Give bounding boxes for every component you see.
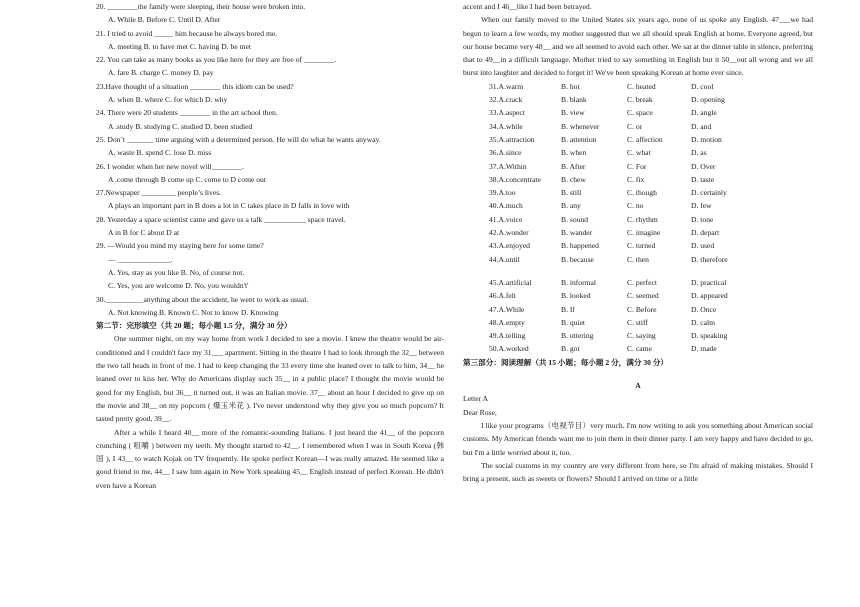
left-column <box>96 0 444 492</box>
option-row <box>463 133 813 146</box>
right-column <box>463 0 813 485</box>
option-cell: D. depart <box>691 228 720 238</box>
question-line: 23.Have thought of a situation ________ this idiom can be used? <box>96 81 294 91</box>
letter-title: Letter A <box>463 394 489 404</box>
option-row <box>463 342 813 355</box>
option-cell: D. certainly <box>691 188 727 198</box>
question-line: A in B for C about D at <box>108 228 180 238</box>
option-cell: B. chew <box>561 174 586 184</box>
option-row <box>463 173 813 186</box>
question-line: A. Not knowing B. Known C. Not to know D. Knowing <box>108 307 279 317</box>
option-cell: C. came <box>627 344 652 354</box>
option-cell: B. because <box>561 254 594 264</box>
question-line: 22. You can take as many books as you like here for they are free of ________. <box>96 55 337 65</box>
option-cell: C. or <box>627 121 643 131</box>
question-line: A. waste B. spend C. lose D. miss <box>108 148 212 158</box>
question-line: — ______________. <box>108 254 173 264</box>
question-line: 25. Don’t _______ time arguing with a determined person. He will do what he wants anyway. <box>96 134 381 144</box>
option-cell: B. sound <box>561 214 589 224</box>
cloze-paragraph-1: One summer night, on my way home from work I decided to see a movie. I knew the theatre would be air-conditioned and I couldn't face my 31___ apartment. Sitting in the theatre I had to look through the 32__ between the two tall heads in front of me. I had to keep changing the 33 every time she leaned over to talk to him, 34__ he leaned over to kiss her. Why do Americans display such 35__ in a public place? I thought the movie would be good for my English, but 36__ it turned out, it was an Italian movie. 37__ about an hour I decided to give up on the movie and 38__ on my popcorn ( 爆玉米花 ). I've never understood why they give you so much popcorn? It tasted pretty good, 39__. <box>96 334 444 424</box>
option-cell: D. practical <box>691 277 727 287</box>
option-cell: B. After <box>561 161 586 171</box>
option-cell: 33.A.aspect <box>489 108 525 118</box>
letter-salutation: Dear Rose, <box>463 407 497 417</box>
question-line: 29. —Would you mind my staying here for some time? <box>96 241 264 251</box>
option-cell: 32.A.crack <box>489 95 523 105</box>
option-cell: B. informal <box>561 277 597 287</box>
option-cell: B. looked <box>561 291 591 301</box>
option-cell: C. For <box>627 161 647 171</box>
option-row <box>463 253 813 266</box>
option-row <box>463 146 813 159</box>
option-cell: D. opening <box>691 95 725 105</box>
cloze-options-45-50 <box>463 276 813 356</box>
option-cell: 43.A.enjoyed <box>489 241 530 251</box>
cloze-paragraph-2: After a while I heard 40__ more of the romantic-sounding Italians. I just heard the 41__ of the popcorn crunching ( 咀嚼 ) between my teeth. My thought started to 42__. I remembered when I was in South Korea (韩国 ), I 43__ to watch Kojak on TV frequently. He spoke perfect Korean—I was really amazed. He seemed like a good friend to me, 44__ I saw him again in New York speaking 45__ English instead of perfect Korean. He didn't even have a Korean <box>96 427 444 490</box>
question-line: A .study B. studying C. studied D. been studied <box>108 121 253 131</box>
option-cell: C. seemed <box>627 291 659 301</box>
option-cell: B. whenever <box>561 121 600 131</box>
option-cell: C. saying <box>627 331 656 341</box>
option-cell: 48.A.empty <box>489 317 525 327</box>
option-cell: 47.A.While <box>489 304 525 314</box>
option-row <box>463 226 813 239</box>
option-cell: B. any <box>561 201 581 211</box>
question-line: 第二节：完形填空（共 20 题；每小题 1.5 分，满分 30 分） <box>96 321 292 331</box>
option-row <box>463 329 813 342</box>
question-line: C. Yes, you are welcome D. No, you wouldn't' <box>108 281 249 291</box>
option-cell: C. what <box>627 148 651 158</box>
question-list <box>96 0 444 332</box>
letter-paragraph-2: The social customs in my country are very different from here, so I'm afraid of making mistakes. Should I bring a present, such as sweets or flowers? Should I arrived on time or a little <box>463 460 813 484</box>
cloze-options-31-44 <box>463 80 813 266</box>
option-cell: D. motion <box>691 134 722 144</box>
option-cell: C. break <box>627 95 653 105</box>
option-cell: 42.A.wonder <box>489 228 529 238</box>
question-line: 28. Yesterday a space scientist came and gave us a talk ___________ space travel. <box>96 214 346 224</box>
option-cell: 44.A.until <box>489 254 520 264</box>
option-cell: C. perfect <box>627 277 657 287</box>
option-cell: C. imagine <box>627 228 661 238</box>
option-cell: D. therefore <box>691 254 728 264</box>
option-cell: 38.A.concentrate <box>489 174 541 184</box>
question-line: 24. There were 20 students ________ in the art school then. <box>96 108 278 118</box>
option-cell: 34.A.while <box>489 121 523 131</box>
option-cell: 50.A.worked <box>489 344 529 354</box>
question-line: 27.Newspaper _________ people’s lives. <box>96 188 222 198</box>
passage-a-heading: A <box>635 381 641 391</box>
option-cell: D. Once <box>691 304 717 314</box>
question-line: A. Yes, stay as you like B. No, of course not. <box>108 267 245 277</box>
option-cell: C. no <box>627 201 644 211</box>
question-line: A. While B. Before C. Until D. After <box>108 15 221 25</box>
question-line: A .come through B come up C. come to D come out <box>108 174 266 184</box>
option-cell: B. uttering <box>561 331 594 341</box>
option-cell: 46.A.felt <box>489 291 516 301</box>
option-cell: D. cool <box>691 81 714 91</box>
option-cell: C. Before <box>627 304 657 314</box>
question-line: A. fare B. charge C. money D. pay <box>108 68 214 78</box>
question-line: 20. ________the family were sleeping, their house were broken into. <box>96 2 306 11</box>
option-row <box>463 93 813 106</box>
option-cell: D. speaking <box>691 331 728 341</box>
option-cell: D. and <box>691 121 712 131</box>
option-cell: 40.A.much <box>489 201 523 211</box>
option-cell: B. blank <box>561 95 587 105</box>
option-cell: B. still <box>561 188 582 198</box>
option-cell: D. taste <box>691 174 715 184</box>
option-row <box>463 303 813 316</box>
option-cell: C. then <box>627 254 649 264</box>
option-cell: 36.A.since <box>489 148 522 158</box>
cloze-continuation: accent and I 46__like I had been betrayed. <box>463 2 592 11</box>
option-row <box>463 316 813 329</box>
option-cell: 49.A.telling <box>489 331 526 341</box>
question-line: 21. I tried to avoid _____ him because he always bored me. <box>96 28 278 38</box>
option-cell: B. when <box>561 148 587 158</box>
option-row <box>463 186 813 199</box>
option-cell: D. as <box>691 148 707 158</box>
question-line: 30.__________anything about the accident, he went to work as usual. <box>96 294 309 304</box>
option-cell: 39.A.too <box>489 188 516 198</box>
option-row <box>463 106 813 119</box>
question-line: A. when B. where C. for which D. why <box>108 95 228 105</box>
option-row <box>463 160 813 173</box>
option-row <box>463 289 813 302</box>
option-cell: 37.A.Within <box>489 161 527 171</box>
option-cell: C. space <box>627 108 653 118</box>
question-line: A. meeting B. to have met C. having D. be met <box>108 41 251 51</box>
option-row <box>463 213 813 226</box>
option-cell: C. though <box>627 188 657 198</box>
option-cell: 31.A.warm <box>489 81 524 91</box>
option-cell: 41.A.voice <box>489 214 523 224</box>
option-cell: B. If <box>561 304 575 314</box>
option-row <box>463 239 813 252</box>
option-cell: B. view <box>561 108 585 118</box>
option-cell: C. stiff <box>627 317 648 327</box>
option-cell: D. appeared <box>691 291 728 301</box>
option-cell: D. tone <box>691 214 714 224</box>
option-row <box>463 199 813 212</box>
option-cell: D. made <box>691 344 717 354</box>
option-cell: 45.A.artificial <box>489 277 532 287</box>
option-cell: B. attention <box>561 134 597 144</box>
option-cell: D. Over <box>691 161 716 171</box>
option-cell: C. fix <box>627 174 645 184</box>
option-cell: D. angle <box>691 108 717 118</box>
option-row <box>463 120 813 133</box>
option-cell: D. used <box>691 241 715 251</box>
option-cell: B. quiet <box>561 317 586 327</box>
question-line: 26. I wonder when her new novel will________. <box>96 161 244 171</box>
option-cell: B. hot <box>561 81 580 91</box>
option-cell: B. got <box>561 344 580 354</box>
option-cell: 35.A.attraction <box>489 134 535 144</box>
section-3-heading: 第三部分：阅读理解（共 15 小题；每小题 2 分，满分 30 分） <box>463 357 669 367</box>
cloze-paragraph-3: When our family moved to the United States six years ago, none of us spoke any English. 47___we had begun to learn a few words, my mother suggested that we all should speak English at home. Everyone agreed, but our house became very 48__ and we all seemed to avoid each other. We sat at the dinner table in silence, preferring that to 49__in a difficult language. Mother tried to say something in English but it 50__out all wrong and we all burst into laughter and decided to forget it! We've been speaking Korean at home ever since. <box>463 15 813 78</box>
option-cell: B. happened <box>561 241 599 251</box>
letter-paragraph-1: I like your programs（电视节目）very much. I'm now writing to ask you something about American social customs. My American friends want me to join them in their dinner party. I am very happy and have decided to go, but I'm a little worried about it, too. <box>463 420 813 457</box>
option-cell: B. wander <box>561 228 593 238</box>
option-cell: C. rhythm <box>627 214 658 224</box>
option-cell: C. heated <box>627 81 656 91</box>
option-row <box>463 80 813 93</box>
question-line: A plays an important part in B does a lot in C takes place in D falls in love with <box>108 201 350 211</box>
option-cell: C. affection <box>627 134 663 144</box>
option-row <box>463 276 813 289</box>
option-cell: D. few <box>691 201 712 211</box>
option-cell: C. turned <box>627 241 656 251</box>
option-cell: D. calm <box>691 317 716 327</box>
